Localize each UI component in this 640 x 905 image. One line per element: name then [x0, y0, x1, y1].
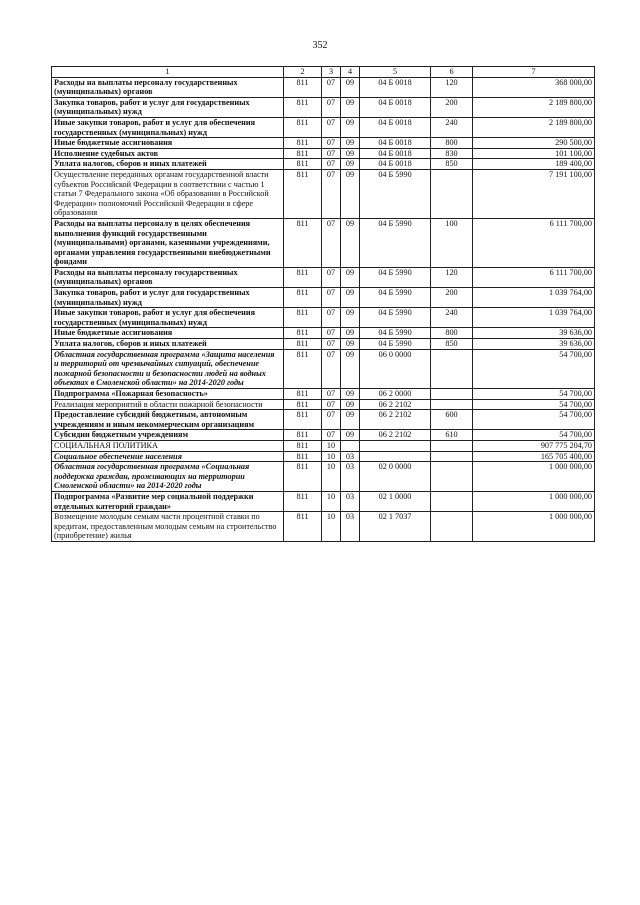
- code-expense-type: 610: [431, 430, 473, 441]
- table-row: [52, 218, 595, 267]
- table-row: [52, 138, 595, 149]
- code-chapter: 811: [284, 512, 322, 542]
- code-target-article: 06 2 0000: [360, 389, 431, 400]
- code-section: 07: [322, 349, 341, 388]
- code-section: 10: [322, 512, 341, 542]
- table-row: [52, 512, 595, 542]
- code-chapter: 811: [284, 159, 322, 170]
- code-subsection: 09: [341, 308, 360, 328]
- code-expense-type: 200: [431, 288, 473, 308]
- row-name: Предоставление субсидий бюджетным, автономным учреждениям и иным некоммерческим организациям: [52, 410, 284, 430]
- code-section: 07: [322, 328, 341, 339]
- code-section: 07: [322, 288, 341, 308]
- code-target-article: 04 Б 5990: [360, 169, 431, 218]
- header-row: [52, 67, 595, 78]
- row-name: СОЦИАЛЬНАЯ ПОЛИТИКА: [52, 440, 284, 451]
- row-name: Осуществление переданных органам государственной власти субъектов Российской Федерации в соответствии с частью 1 статьи 7 Федерального закона «Об образовании в Российской Федерации» полномочий Российской Федерации в сфере образования: [52, 169, 284, 218]
- header-cell: 6: [431, 67, 473, 78]
- row-name: Областная государственная программа «Социальная поддержка граждан, проживающих на территории Смоленской области» на 2014-2020 годы: [52, 462, 284, 492]
- code-section: 07: [322, 138, 341, 149]
- row-name: Подпрограмма «Развитие мер социальной поддержки отдельных категорий граждан»: [52, 491, 284, 511]
- budget-table: [51, 66, 595, 542]
- table-row: [52, 77, 595, 97]
- row-amount: 39 636,00: [473, 328, 595, 339]
- code-expense-type: [431, 451, 473, 462]
- row-name: Расходы на выплаты персоналу в целях обеспечения выполнения функций государственными (муниципальными) органами, казенными учреждениями, органами управления государственными внебюджетными фондами: [52, 218, 284, 267]
- row-amount: 2 189 800,00: [473, 117, 595, 137]
- code-chapter: 811: [284, 440, 322, 451]
- code-chapter: 811: [284, 117, 322, 137]
- code-subsection: 09: [341, 339, 360, 350]
- table-row: [52, 159, 595, 170]
- row-amount: 368 000,00: [473, 77, 595, 97]
- code-subsection: 09: [341, 159, 360, 170]
- code-expense-type: 240: [431, 117, 473, 137]
- code-section: 07: [322, 267, 341, 287]
- code-target-article: 02 1 0000: [360, 491, 431, 511]
- code-section: 10: [322, 451, 341, 462]
- row-amount: 2 189 800,00: [473, 97, 595, 117]
- code-section: 07: [322, 430, 341, 441]
- code-subsection: 03: [341, 451, 360, 462]
- code-expense-type: 200: [431, 97, 473, 117]
- table-row: [52, 148, 595, 159]
- table-row: [52, 491, 595, 511]
- code-chapter: 811: [284, 138, 322, 149]
- code-section: 07: [322, 169, 341, 218]
- code-chapter: 811: [284, 451, 322, 462]
- row-name: Социальное обеспечение населения: [52, 451, 284, 462]
- code-subsection: 09: [341, 267, 360, 287]
- code-target-article: [360, 451, 431, 462]
- code-subsection: 09: [341, 328, 360, 339]
- code-subsection: 09: [341, 430, 360, 441]
- code-target-article: 04 Б 5990: [360, 328, 431, 339]
- code-chapter: 811: [284, 349, 322, 388]
- header-cell: 4: [341, 67, 360, 78]
- table-row: [52, 399, 595, 410]
- code-subsection: 09: [341, 218, 360, 267]
- header-cell: 1: [52, 67, 284, 78]
- code-chapter: 811: [284, 491, 322, 511]
- code-section: 07: [322, 97, 341, 117]
- code-subsection: 09: [341, 117, 360, 137]
- code-section: 07: [322, 399, 341, 410]
- code-target-article: 04 Б 5990: [360, 308, 431, 328]
- table-row: [52, 288, 595, 308]
- code-section: 07: [322, 148, 341, 159]
- header-cell: 2: [284, 67, 322, 78]
- table-row: [52, 97, 595, 117]
- row-amount: 1 000 000,00: [473, 512, 595, 542]
- page-number: 352: [312, 40, 328, 51]
- row-name: Иные бюджетные ассигнования: [52, 138, 284, 149]
- code-section: 07: [322, 117, 341, 137]
- code-chapter: 811: [284, 389, 322, 400]
- code-section: 07: [322, 77, 341, 97]
- code-target-article: 04 Б 0018: [360, 148, 431, 159]
- code-expense-type: [431, 440, 473, 451]
- code-chapter: 811: [284, 462, 322, 492]
- code-target-article: [360, 440, 431, 451]
- code-section: 07: [322, 308, 341, 328]
- row-name: Подпрограмма «Пожарная безопасность»: [52, 389, 284, 400]
- code-chapter: 811: [284, 399, 322, 410]
- table-row: [52, 339, 595, 350]
- code-chapter: 811: [284, 77, 322, 97]
- row-name: Иные бюджетные ассигнования: [52, 328, 284, 339]
- code-subsection: 03: [341, 512, 360, 542]
- code-target-article: 04 Б 5990: [360, 218, 431, 267]
- row-amount: 39 636,00: [473, 339, 595, 350]
- row-amount: 290 500,00: [473, 138, 595, 149]
- code-expense-type: [431, 512, 473, 542]
- row-amount: 54 700,00: [473, 430, 595, 441]
- code-expense-type: 850: [431, 339, 473, 350]
- row-name: Уплата налогов, сборов и иных платежей: [52, 339, 284, 350]
- code-target-article: 04 Б 0018: [360, 159, 431, 170]
- code-subsection: 09: [341, 77, 360, 97]
- code-section: 07: [322, 410, 341, 430]
- code-target-article: 02 0 0000: [360, 462, 431, 492]
- row-amount: 6 111 700,00: [473, 267, 595, 287]
- code-subsection: 09: [341, 399, 360, 410]
- table-row: [52, 308, 595, 328]
- code-subsection: 03: [341, 462, 360, 492]
- code-expense-type: 830: [431, 148, 473, 159]
- code-section: 07: [322, 159, 341, 170]
- row-name: Уплата налогов, сборов и иных платежей: [52, 159, 284, 170]
- row-amount: 54 700,00: [473, 389, 595, 400]
- code-subsection: 09: [341, 349, 360, 388]
- code-chapter: 811: [284, 97, 322, 117]
- row-amount: 1 000 000,00: [473, 491, 595, 511]
- table-row: [52, 462, 595, 492]
- table-row: [52, 267, 595, 287]
- code-expense-type: [431, 399, 473, 410]
- code-target-article: 06 2 2102: [360, 399, 431, 410]
- row-amount: 54 700,00: [473, 349, 595, 388]
- table-row: [52, 328, 595, 339]
- code-expense-type: 120: [431, 77, 473, 97]
- row-amount: 1 000 000,00: [473, 462, 595, 492]
- header-cell: 5: [360, 67, 431, 78]
- code-section: 10: [322, 491, 341, 511]
- row-amount: 907 775 204,70: [473, 440, 595, 451]
- row-amount: 189 400,00: [473, 159, 595, 170]
- code-expense-type: 850: [431, 159, 473, 170]
- row-amount: 1 039 764,00: [473, 288, 595, 308]
- row-amount: 101 100,00: [473, 148, 595, 159]
- code-section: 10: [322, 462, 341, 492]
- code-chapter: 811: [284, 308, 322, 328]
- row-name: Иные закупки товаров, работ и услуг для обеспечения государственных (муниципальных) нужд: [52, 308, 284, 328]
- code-subsection: 03: [341, 491, 360, 511]
- code-subsection: 09: [341, 97, 360, 117]
- code-chapter: 811: [284, 267, 322, 287]
- row-amount: 6 111 700,00: [473, 218, 595, 267]
- row-name: Субсидии бюджетным учреждениям: [52, 430, 284, 441]
- code-expense-type: [431, 491, 473, 511]
- code-subsection: 09: [341, 410, 360, 430]
- header-cell: 3: [322, 67, 341, 78]
- row-name: Иные закупки товаров, работ и услуг для обеспечения государственных (муниципальных) нужд: [52, 117, 284, 137]
- table-row: [52, 440, 595, 451]
- code-expense-type: 240: [431, 308, 473, 328]
- code-expense-type: [431, 349, 473, 388]
- code-subsection: [341, 440, 360, 451]
- table-row: [52, 410, 595, 430]
- code-expense-type: [431, 462, 473, 492]
- row-name: Закупка товаров, работ и услуг для государственных (муниципальных) нужд: [52, 97, 284, 117]
- code-section: 10: [322, 440, 341, 451]
- code-expense-type: 600: [431, 410, 473, 430]
- code-target-article: 04 Б 5990: [360, 267, 431, 287]
- table-row: [52, 430, 595, 441]
- code-chapter: 811: [284, 410, 322, 430]
- code-expense-type: [431, 389, 473, 400]
- table-row: [52, 349, 595, 388]
- code-chapter: 811: [284, 148, 322, 159]
- code-chapter: 811: [284, 169, 322, 218]
- row-amount: 54 700,00: [473, 410, 595, 430]
- row-name: Расходы на выплаты персоналу государственных (муниципальных) органов: [52, 77, 284, 97]
- code-target-article: 02 1 7037: [360, 512, 431, 542]
- table-row: [52, 389, 595, 400]
- row-name: Возмещение молодым семьям части процентной ставки по кредитам, предоставленным молодым семьям на строительство (приобретение) жилья: [52, 512, 284, 542]
- code-subsection: 09: [341, 389, 360, 400]
- code-subsection: 09: [341, 148, 360, 159]
- code-target-article: 06 2 2102: [360, 410, 431, 430]
- code-target-article: 04 Б 0018: [360, 97, 431, 117]
- code-target-article: 04 Б 0018: [360, 77, 431, 97]
- table-row: [52, 117, 595, 137]
- row-name: Областная государственная программа «Защита населения и территорий от чрезвычайных ситуаций, обеспечение пожарной безопасности и безопасности людей на водных объектах в Смоленской области» на 2014-2020 годы: [52, 349, 284, 388]
- row-name: Реализация мероприятий в области пожарной безопасности: [52, 399, 284, 410]
- code-section: 07: [322, 218, 341, 267]
- table-row: [52, 451, 595, 462]
- code-target-article: 04 Б 5990: [360, 339, 431, 350]
- row-amount: 165 705 400,00: [473, 451, 595, 462]
- row-amount: 7 191 100,00: [473, 169, 595, 218]
- code-chapter: 811: [284, 218, 322, 267]
- code-target-article: 04 Б 5990: [360, 288, 431, 308]
- code-expense-type: 120: [431, 267, 473, 287]
- code-target-article: 06 2 2102: [360, 430, 431, 441]
- code-expense-type: 800: [431, 138, 473, 149]
- code-section: 07: [322, 389, 341, 400]
- table-row: [52, 169, 595, 218]
- code-subsection: 09: [341, 169, 360, 218]
- code-expense-type: [431, 169, 473, 218]
- code-chapter: 811: [284, 288, 322, 308]
- code-chapter: 811: [284, 339, 322, 350]
- header-cell: 7: [473, 67, 595, 78]
- code-target-article: 04 Б 0018: [360, 138, 431, 149]
- row-name: Исполнение судебных актов: [52, 148, 284, 159]
- row-name: Закупка товаров, работ и услуг для государственных (муниципальных) нужд: [52, 288, 284, 308]
- code-target-article: 06 0 0000: [360, 349, 431, 388]
- row-amount: 54 700,00: [473, 399, 595, 410]
- code-expense-type: 100: [431, 218, 473, 267]
- row-name: Расходы на выплаты персоналу государственных (муниципальных) органов: [52, 267, 284, 287]
- row-amount: 1 039 764,00: [473, 308, 595, 328]
- code-subsection: 09: [341, 288, 360, 308]
- code-chapter: 811: [284, 328, 322, 339]
- code-subsection: 09: [341, 138, 360, 149]
- code-expense-type: 800: [431, 328, 473, 339]
- code-section: 07: [322, 339, 341, 350]
- code-chapter: 811: [284, 430, 322, 441]
- code-target-article: 04 Б 0018: [360, 117, 431, 137]
